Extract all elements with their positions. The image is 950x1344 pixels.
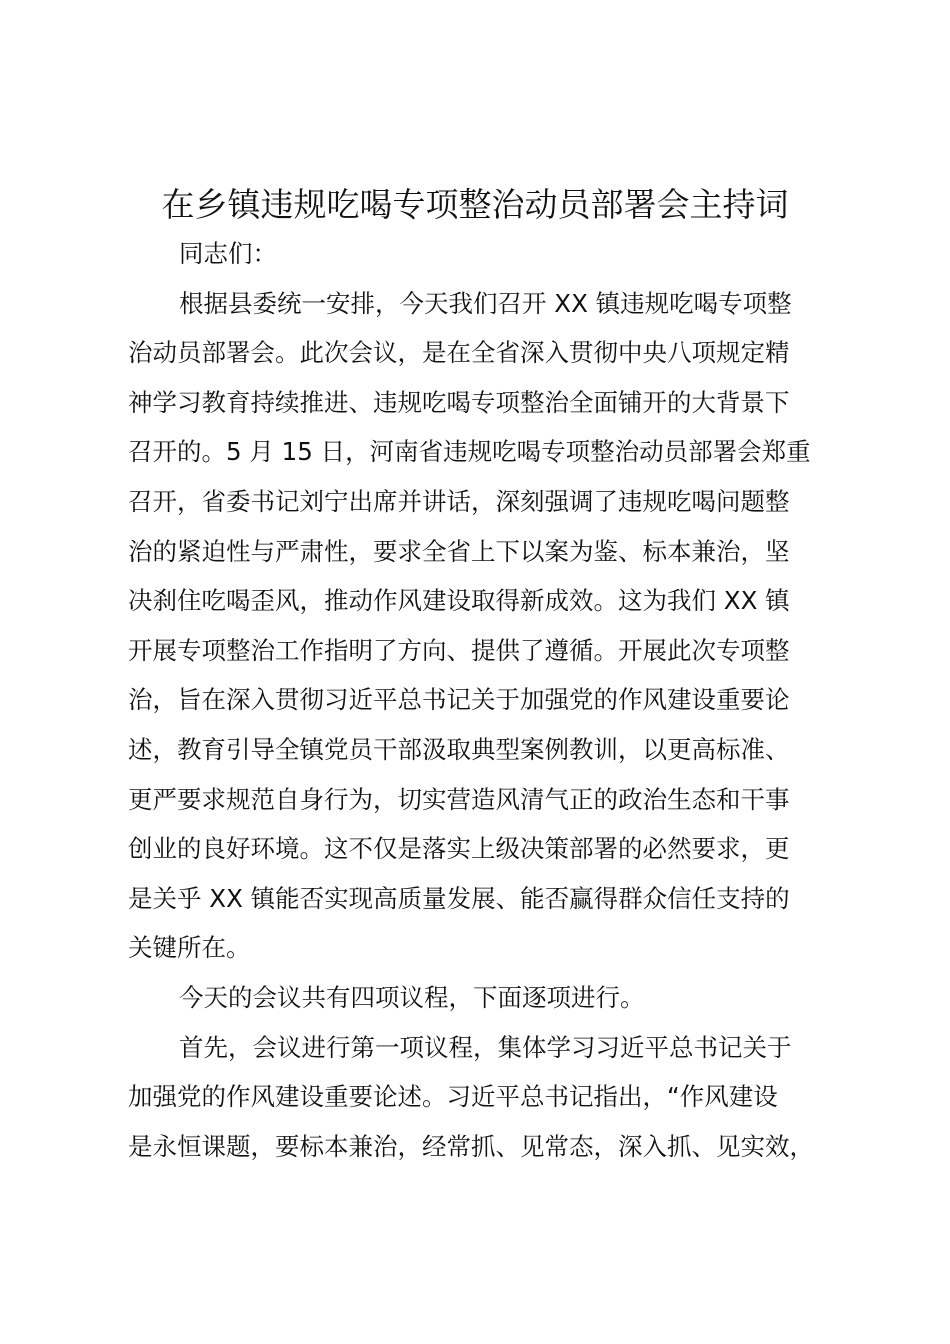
text-line: 创业的良好环境。这不仅是落实上级决策部署的必然要求，更 <box>128 834 790 864</box>
text-line: 关键所在。 <box>128 933 251 963</box>
text-line: 根据县委统一安排，今天我们召开 XX 镇违规吃喝专项整 <box>179 288 792 318</box>
text-line: 召开，省委书记刘宁出席并讲话，深刻强调了违规吃喝问题整 <box>128 486 790 516</box>
text-line: 开展专项整治工作指明了方向、提供了遵循。开展此次专项整 <box>128 635 790 665</box>
text-line: 神学习教育持续推进、违规吃喝专项整治全面铺开的大背景下 <box>128 387 790 417</box>
text-line: 首先，会议进行第一项议程，集体学习习近平总书记关于 <box>179 1032 792 1062</box>
text-line: 今天的会议共有四项议程，下面逐项进行。 <box>179 982 645 1012</box>
text-line: 更严要求规范自身行为，切实营造风清气正的政治生态和干事 <box>128 784 790 814</box>
text-line: 述，教育引导全镇党员干部汲取典型案例教训，以更高标准、 <box>128 734 790 764</box>
text-line: 决刹住吃喝歪风，推动作风建设取得新成效。这为我们 XX 镇 <box>128 586 790 616</box>
text-line: 是永恒课题，要标本兼治，经常抓、见常态，深入抓、见实效， <box>128 1131 814 1161</box>
text-line: 治，旨在深入贯彻习近平总书记关于加强党的作风建设重要论 <box>128 685 790 715</box>
text-line: 是关乎 XX 镇能否实现高质量发展、能否赢得群众信任支持的 <box>128 883 790 913</box>
text-line: 治的紧迫性与严肃性，要求全省上下以案为鉴、标本兼治，坚 <box>128 536 790 566</box>
document-title: 在乡镇违规吃喝专项整治动员部署会主持词 <box>161 185 789 224</box>
text-line: 召开的。5 月 15 日，河南省违规吃喝专项整治动员部署会郑重 <box>128 437 811 467</box>
text-line: 同志们： <box>179 239 277 268</box>
text-line: 加强党的作风建设重要论述。习近平总书记指出，“作风建设 <box>128 1082 778 1112</box>
text-line: 治动员部署会。此次会议，是在全省深入贯彻中央八项规定精 <box>128 338 790 368</box>
document-body <box>128 229 838 1171</box>
